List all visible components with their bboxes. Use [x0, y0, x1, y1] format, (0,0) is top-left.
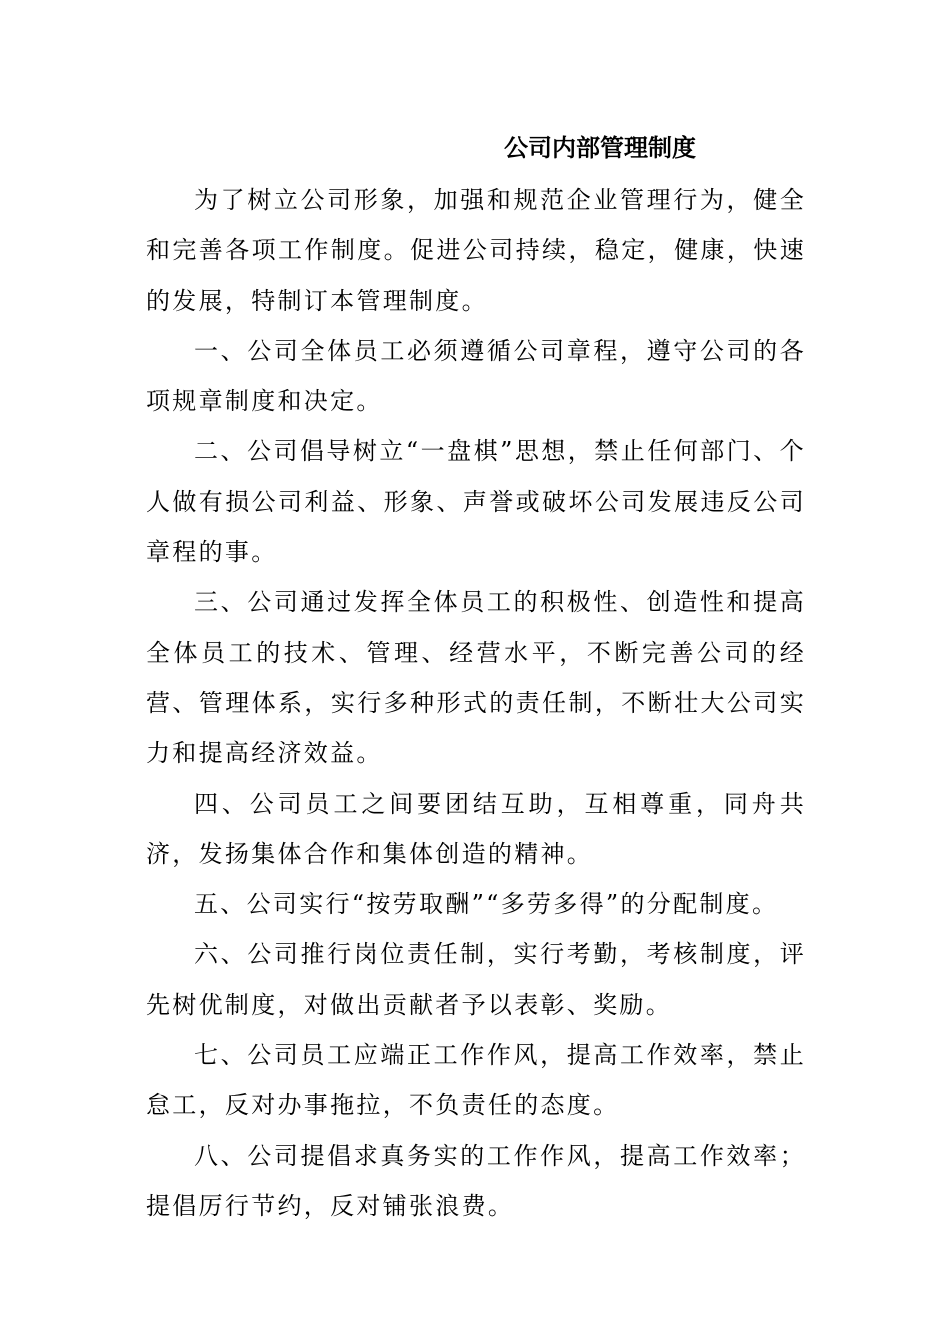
document-body: [146, 175, 806, 1231]
paragraph-intro: 为了树立公司形象，加强和规范企业管理行为，健全和完善各项工作制度。促进公司持续，稳定，健康，快速的发展，特制订本管理制度。: [146, 186, 806, 315]
paragraph-rule-1: 一、公司全体员工必须遵循公司章程，遵守公司的各项规章制度和决定。: [146, 336, 806, 416]
paragraph-rule-8: 八、公司提倡求真务实的工作作风，提高工作效率；提倡厉行节约，反对铺张浪费。: [146, 1141, 806, 1220]
paragraph-rule-3: 三、公司通过发挥全体员工的积极性、创造性和提高全体员工的技术、管理、经营水平，不断完善公司的经营、管理体系，实行多种形式的责任制，不断壮大公司实力和提高经济效益。: [146, 588, 806, 768]
paragraph-rule-5: 五、公司实行“按劳取酬”“多劳多得”的分配制度。: [194, 890, 779, 919]
paragraph-rule-7: 七、公司员工应端正工作作风，提高工作效率，禁止怠工，反对办事拖拉，不负责任的态度。: [146, 1041, 806, 1120]
document-title: 公司内部管理制度: [504, 134, 696, 162]
paragraph-rule-2: 二、公司倡导树立“一盘棋”思想，禁止任何部门、个人做有损公司利益、形象、声誉或破坏公司发展违反公司章程的事。: [146, 437, 806, 567]
paragraph-rule-4: 四、公司员工之间要团结互助，互相尊重，同舟共济，发扬集体合作和集体创造的精神。: [146, 789, 806, 868]
paragraph-rule-6: 六、公司推行岗位责任制，实行考勤，考核制度，评先树优制度，对做出贡献者予以表彰、奖励。: [146, 940, 806, 1019]
